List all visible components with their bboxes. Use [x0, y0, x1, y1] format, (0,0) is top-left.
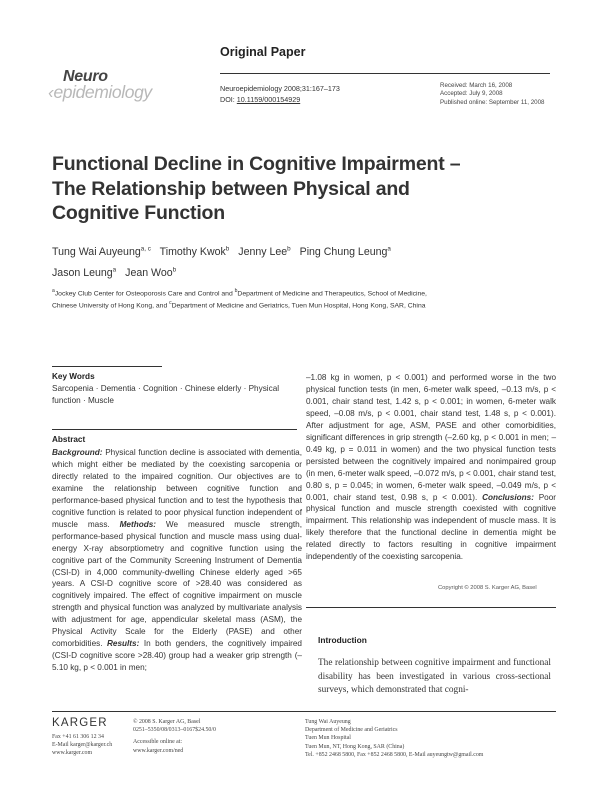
- author: Jenny Lee$^b$: [238, 245, 291, 258]
- doi-label: DOI:: [220, 94, 237, 104]
- accepted-date: Accepted: July 9, 2008: [440, 90, 503, 98]
- affiliations: $^a$Jockey Club Center for Osteoporosis Care and Control and $^b$Department of Medicine and Therapeutics, School of Medicine, Chinese University of Hong Kong, and $^c$Department of Medicine and Geriatrics, Tuen Mun Hospital, Hong Kong, SAR, China: [52, 288, 427, 310]
- journal-logo-bottom-text: epidemiology: [53, 82, 152, 102]
- copyright-note: Copyright © 2008 S. Karger AG, Basel: [438, 585, 537, 591]
- journal-logo-top: Neuro: [63, 68, 108, 85]
- abstract-column-right: –1.08 kg in women, p < 0.001) and performed worse in the two physical function tests (in men, 6-meter walk speed, –0.13 m/s, p < 0.001, chair stand test, 1.42 s, p < 0.001; in women, 6-meter walk speed, –0.08 m/s, p < 0.001, chair stand test, 1.48 s, p < 0.001). After adjustment for age, ASM, PASE and other comorbidities, significant differences in grip strength (–2.60 kg, p < 0.001 in men; –0.49 kg, p = 0.011 in women) and the two physical function tests persisted between the cognitively impaired and nonimpaired group (in men, 6-meter walk speed, –0.072 m/s, p < 0.001, chair stand test, 0.80 s, p = 0.045; in women, 6-meter walk speed, –0.049 m/s, p < 0.001, chair stand test, 0.98 s, p < 0.001). Conclusions: Poor physical function and muscle strength coexisted with cognitive impairment. This relationship was independent of muscle mass. It is likely therefore that the functional decline in dementia might be related directly to factors resulting in cognitive impairment independently of the coexisting sarcopenia.: [306, 373, 556, 562]
- publisher-logo: KARGER: [52, 717, 108, 729]
- author: Tung Wai Auyeung$^{a, c}$: [52, 245, 151, 258]
- author: Timothy Kwok$^b$: [159, 245, 230, 258]
- methods-label: Methods:: [119, 519, 156, 529]
- correspondence: Tung Wai Auyeung Department of Medicine and Geriatrics Tuen Mun Hospital Tuen Mun, NT, Hong Kong, SAR (China) Tel. +852 2468 5800, Fax +852 2468 5800, E-Mail auyeungtw@gmail.com: [305, 719, 484, 758]
- author: Jason Leung$^a$: [52, 266, 117, 279]
- author: Jean Woo$^b$: [125, 266, 177, 279]
- abstract-column-left: Background: Physical function decline is associated with dementia, which might either be mediated by the coexisting sarcopenia or directly related to the impaired cognition. Our objectives are to examine the relationship between cognitive function and performance-based physical function and to test the hypothesis that cognitive function is related to poor physical function independent of muscle mass. Methods: We measured muscle strength, performance-based physical function and muscle mass using dual-energy X-ray absorptiometry and cognitive function using the cognitive part of the Community Screening Instrument of Dementia (CSI-D) in 4,000 community-dwelling Chinese elderly aged >65 years. A CSI-D cognitive score of >28.40 was considered as cognitively impaired. The effect of cognitive impairment on muscle strength and physical function was analyzed by multivariate analysis with adjustment for age, appendicular skeletal mass (ASM), the Physical Activity Scale for the Elderly (PASE) and other comorbidities. Results: In both genders, the cognitively impaired (CSI-D cognitive score >28.40) group had a weaker grip strength (–5.10 kg, p < 0.001 in men;: [52, 448, 302, 673]
- abstract-heading: Abstract: [52, 435, 86, 444]
- abstract-rule: [52, 429, 297, 430]
- keywords-text: Sarcopenia · Dementia · Cognition · Chinese elderly · Physical function · Muscle: [52, 384, 280, 405]
- footer-rule: [52, 711, 556, 712]
- author: Ping Chung Leung$^a$: [299, 245, 391, 258]
- introduction-heading: Introduction: [318, 635, 367, 645]
- conclusions-label: Conclusions:: [482, 492, 534, 502]
- journal-logo-bottom: ‹epidemiology: [48, 82, 152, 102]
- keywords-rule: [52, 366, 162, 367]
- introduction-text: The relationship between cognitive impairment and functional disability has been investigated in various cross-sectional surveys, which demonstrated that cogni-: [318, 658, 551, 695]
- intro-rule: [306, 607, 556, 608]
- doi-link[interactable]: 10.1159/000154929: [236, 94, 301, 104]
- author-list: [52, 240, 482, 282]
- citation: Neuroepidemiology 2008;31:167–173: [220, 84, 340, 93]
- keywords-heading: Key Words: [52, 372, 95, 381]
- article-title: Functional Decline in Cognitive Impairment – The Relationship between Physical and Cognitive Function: [52, 153, 461, 224]
- published-date: Published online: September 11, 2008: [440, 98, 545, 106]
- publisher-contact: Fax +41 61 306 12 34 E-Mail karger@karger.ch www.karger.com: [52, 734, 113, 757]
- access-url[interactable]: www.karger.com/ned: [133, 747, 184, 754]
- citation-block: [220, 84, 340, 105]
- doi-line: [220, 95, 340, 106]
- results-label: Results:: [107, 639, 140, 649]
- received-date: Received: March 16, 2008: [440, 82, 513, 89]
- background-label: Background:: [52, 448, 103, 457]
- publication-info: © 2008 S. Karger AG, Basel 0251–5350/08/0313–0167$24.50/0 Accessible online at: www.karger.com/ned: [133, 718, 293, 755]
- section-label: Original Paper: [220, 45, 306, 59]
- dates-block: [440, 82, 544, 107]
- header-rule: [220, 73, 550, 74]
